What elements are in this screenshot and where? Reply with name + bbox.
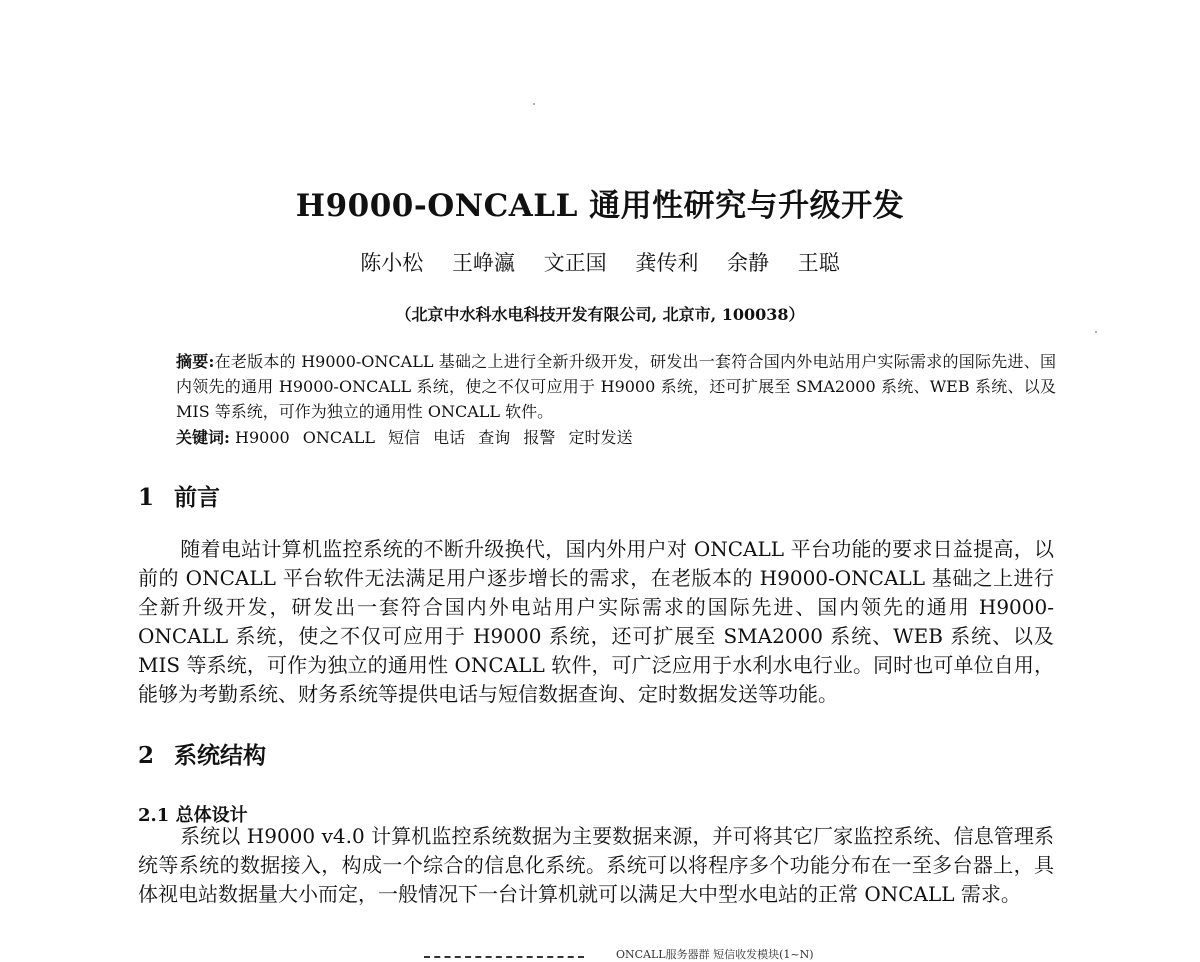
- keyword: 电话: [433, 428, 466, 447]
- keywords-label: 关键词:: [176, 428, 230, 447]
- section-title: 前言: [174, 484, 220, 511]
- paper-title: H9000-ONCALL 通用性研究与升级开发: [295, 188, 905, 224]
- abstract: [176, 349, 1056, 424]
- keyword: ONCALL: [302, 428, 375, 447]
- author-name: 文正国: [543, 251, 607, 275]
- section-number: 1: [138, 484, 155, 511]
- section-number: 2: [138, 742, 155, 769]
- author-list: [0, 247, 1200, 277]
- keyword: 短信: [388, 428, 421, 447]
- scan-speck: [1095, 331, 1097, 333]
- abstract-text: 在老版本的 H9000-ONCALL 基础之上进行全新升级开发，研发出一套符合国内外电站用户实际需求的国际先进、国内领先的通用 H9000-ONCALL 系统，使之不仅可应用于 H9000 系统，还可扩展至 SMA2000 系统、WEB 系统、以及 MIS 等系统，可作为独立的通用性 ONCALL 软件。: [176, 352, 1056, 421]
- author-name: 龚传利: [635, 251, 699, 275]
- keyword: 定时发送: [568, 428, 633, 447]
- paragraph-text: 系统以 H9000 v4.0 计算机监控系统数据为主要数据来源，并可将其它厂家监控系统、信息管理系统等系统的数据接入，构成一个综合的信息化系统。系统可以将程序多个功能分布在一至多台器上，具体视电站数据量大小而定，一般情况下一台计算机就可以满足大中型水电站的正常 ONCALL 需求。: [138, 824, 1054, 906]
- abstract-label: 摘要:: [176, 352, 215, 371]
- author-name: 陈小松: [360, 251, 424, 275]
- figure-dashed-border: [424, 956, 584, 958]
- section-heading: [138, 479, 220, 512]
- section-paragraph: [138, 535, 1054, 709]
- keyword: 查询: [478, 428, 511, 447]
- scan-speck: [533, 103, 535, 105]
- keyword: 报警: [523, 428, 556, 447]
- paragraph-text: 随着电站计算机监控系统的不断升级换代，国内外用户对 ONCALL 平台功能的要求日益提高，以前的 ONCALL 平台软件无法满足用户逐步增长的需求，在老版本的 H9000-ONCALL 基础之上进行全新升级开发，研发出一套符合国内外电站用户实际需求的国际先进、国内领先的通用 H9000-ONCALL 系统，使之不仅可应用于 H9000 系统，还可扩展至 SMA2000 系统、WEB 系统、以及 MIS 等系统，可作为独立的通用性 ONCALL 软件，可广泛应用于水利水电行业。同时也可单位自用，能够为考勤系统、财务系统等提供电话与短信数据查询、定时数据发送等功能。: [138, 537, 1054, 706]
- author-name: 王聪: [797, 251, 840, 275]
- keywords: [176, 425, 1056, 450]
- author-name: 王峥瀛: [451, 251, 515, 275]
- author-name: 余静: [727, 251, 770, 275]
- keyword: H9000: [235, 428, 290, 447]
- section-title: 系统结构: [174, 742, 266, 769]
- affiliation: （北京中水科水电科技开发有限公司, 北京市, 100038）: [395, 305, 805, 324]
- subsection-paragraph: [138, 822, 1054, 909]
- figure-label: ONCALL服务器群 短信收发模块(1~N): [616, 948, 814, 961]
- section-heading: [138, 737, 266, 770]
- figure-fragment: [420, 944, 840, 962]
- subsection-heading: 2.1 总体设计: [138, 805, 248, 826]
